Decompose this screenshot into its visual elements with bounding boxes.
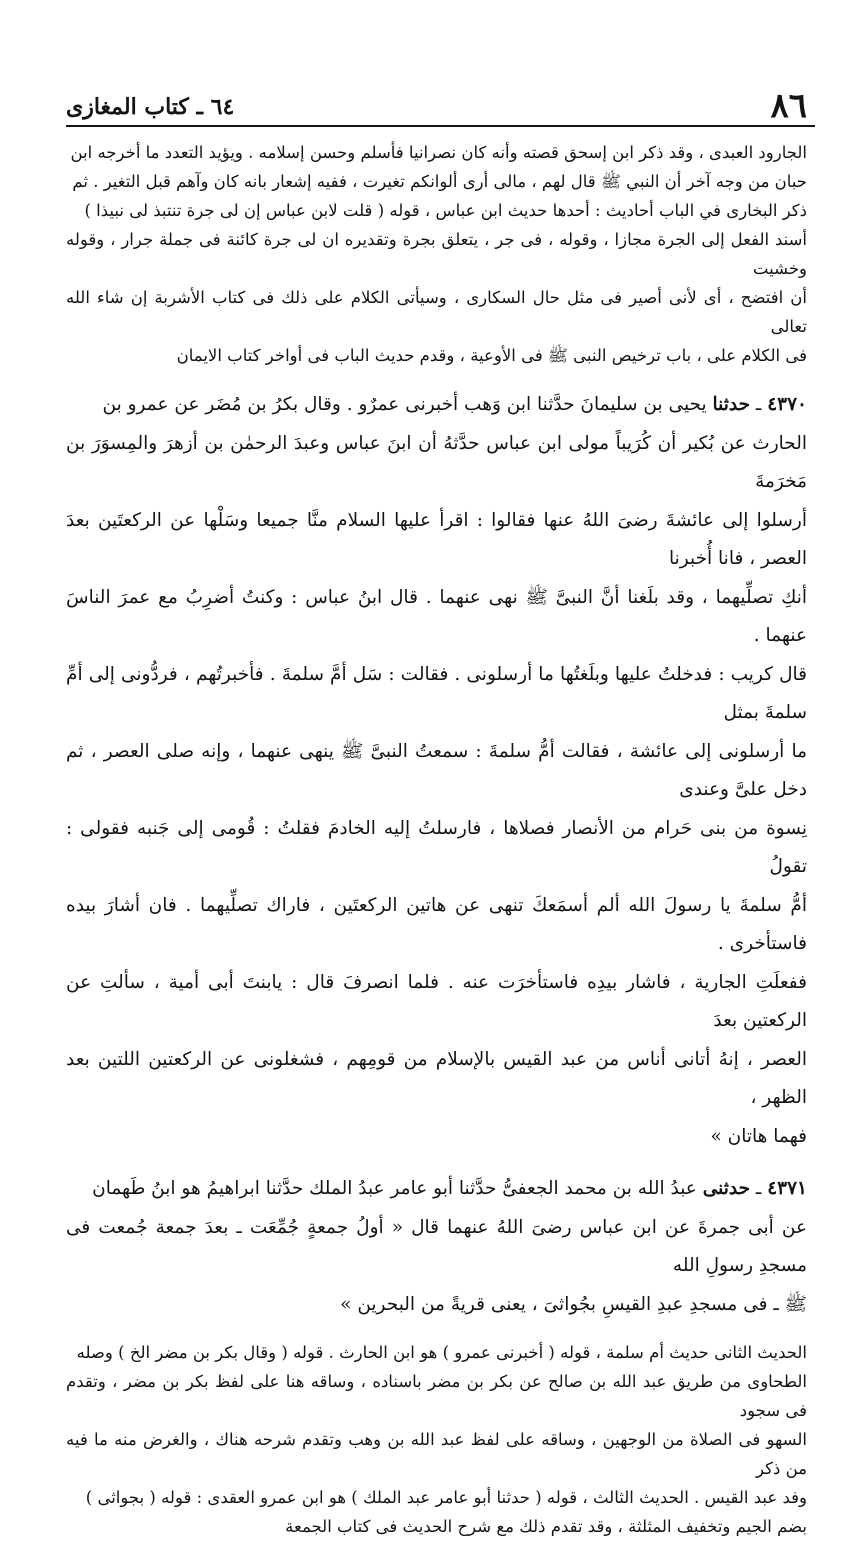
text-line: وفد عبد القيس . الحديث الثالث ، قوله ( حدثنا أبو عامر عبد الملك ) هو ابن عمرو العقدى : قوله ( بجواثى ) (85, 1488, 807, 1507)
running-title: ٦٤ ـ كتاب المغازى (66, 94, 235, 120)
page-header (66, 86, 807, 126)
text-line: بضم الجيم وتخفيف المثلثة ، وقد تقدم ذلك مع شرح الحديث فى كتاب الجمعة (285, 1517, 807, 1536)
hadith-number: ٤٣٧٠ (767, 394, 807, 415)
text-line: ﷺ ـ فى مسجدِ عبدِ القيسِ بجُواثىَ ، يعنى قريةً من البحرين » (340, 1293, 807, 1315)
text-line: أن افتضح ، أى لأنى أصير فى مثل حال السكارى ، وسيأتى الكلام على ذلك فى كتاب الأشربة إن شاء الله تعالى (66, 288, 807, 336)
text-line: نِسوة من بنى حَرام من الأنصار فصلاها ، فارسلتُ إليه الخادمَ فقلتُ : قُومى إلى جَنبه فقولى : تقولُ (66, 817, 807, 877)
page-number: ٨٦ (770, 86, 807, 126)
hadith-lead-word: حدثنا (712, 394, 751, 415)
text-line: أمُّ سلمةَ يا رسولَ الله ألم أسمَعكَ تنهى عن هاتين الركعتَين ، فاراك تصلِّيهما . فان أشارَ بيده فاستأخرى . (66, 894, 807, 954)
header-rule (66, 125, 815, 127)
text-line: أسند الفعل إلى الجرة مجازا ، وقوله ، فى جر ، يتعلق بجرة وتقديره ان لى جرة كائنة فى جملة جرار ، وقوله وخشيت (66, 230, 807, 278)
text-line: الحديث الثانى حديث أم سلمة ، قوله ( أخبرنى عمرو ) هو ابن الحارث . قوله ( وقال بكر بن مضر الخ ) وصله (76, 1343, 807, 1362)
page-body (66, 138, 807, 1541)
commentary-top (66, 138, 807, 370)
hadith-text: يحيى بن سليمانَ حدَّثنا ابن وَهب أخبرنى عمرٌو . وقال بكرُ بن مُضَر عن عمرو بن (102, 394, 707, 415)
text-line: أرسلوا إلى عائشةَ رضىَ اللهُ عنها فقالوا : اقرأ عليها السلام منَّا جميعا وسَلْها عن الركعتَين بعدَ العصر ، فانا أُخبرنا (66, 509, 807, 569)
text-line: فى الكلام على ، باب ترخيص النبى ﷺ فى الأوعية ، وقدم حديث الباب فى أواخر كتاب الايمان (176, 346, 807, 365)
commentary-bottom (66, 1338, 807, 1541)
hadith-lead-word: حدثنى (702, 1178, 751, 1199)
text-line: عن أبى جمرةَ عن ابن عباس رضىَ اللهُ عنهما قال « أولُ جمعةٍ جُمِّعَت ـ بعدَ جمعة جُمعت فى مسجدِ رسولِ الله (66, 1216, 807, 1276)
text-line: ففعلَتِ الجارية ، فاشار بيدِه فاستأخرَت عنه . فلما انصرفَ قال : يابنتَ أبى أمية ، سألتِ عن الركعتين بعدَ (66, 971, 807, 1031)
text-line: ٤٣٧١ ـ حدثنى عبدُ الله بن محمد الجعفىُّ حدَّثنا أبو عامر عبدُ الملك حدَّثنا ابراهيمُ هو ابنُ طَهمان (92, 1178, 807, 1199)
text-line: ٤٣٧٠ ـ حدثنا يحيى بن سليمانَ حدَّثنا ابن وَهب أخبرنى عمرٌو . وقال بكرُ بن مُضَر عن عمرو بن (102, 394, 807, 415)
text-line: حبان من وجه آخر أن النبي ﷺ قال لهم ، مالى أرى ألوانكم تغيرت ، ففيه إشعار بانه كان وآهم قبل التغير . ثم (72, 172, 807, 191)
text-line: ما أرسلونى إلى عائشة ، فقالت أمُّ سلمةَ : سمعتُ النبىَّ ﷺ ينهى عنهما ، وإنه صلى العصر ، ثم دخل علىَّ وعندى (66, 740, 807, 800)
hadith-4370 (66, 386, 807, 1156)
text-line: أنكِ تصلِّيهما ، وقد بلَغنا أنَّ النبىَّ ﷺ نهى عنهما . قال ابنُ عباس : وكنتُ أضرِبُ مع عمرَ الناسَ عنهما . (66, 586, 807, 646)
text-line: السهو فى الصلاة من الوجهين ، وساقه على لفظ عبد الله بن وهب وتقدم شرحه هناك ، والغرض منه ما فيه من ذكر (66, 1430, 807, 1478)
hadith-4371 (66, 1170, 807, 1324)
text-line: قال كريب : فدخلتُ عليها وبلَغتُها ما أرسلونى . فقالت : سَل أمَّ سلمةَ . فأخبرتُهم ، فردُّونى إلى أمِّ سلمةَ بمثل (66, 663, 807, 723)
text-line: ذكر البخارى في الباب أحاديث : أحدها حديث ابن عباس ، قوله ( قلت لابن عباس إن لى جرة تنتبذ لى نبيذا ) (84, 201, 807, 220)
hadith-number: ٤٣٧١ (767, 1178, 807, 1199)
text-line: الطحاوى من طريق عبد الله بن صالح عن بكر بن مضر باسناده ، وساقه هنا على لفظ بكر بن مضر ، وتقدم فى سجود (66, 1372, 807, 1420)
hadith-text: عبدُ الله بن محمد الجعفىُّ حدَّثنا أبو عامر عبدُ الملك حدَّثنا ابراهيمُ هو ابنُ طَهمان (92, 1178, 697, 1199)
text-line: العصر ، إنهُ أتانى أناس من عبد القيس بالإسلام من قومِهم ، فشغلونى عن الركعتين اللتين بعد الظهر ، (66, 1048, 807, 1108)
text-line: فهما هاتان » (710, 1125, 807, 1147)
text-line: الحارث عن بُكير أن كُرَيباً مولى ابن عباس حدَّثهُ أن ابنَ عباس وعبدَ الرحمٰن بن أزهرَ والمِسوَرَ بن مَخرَمةَ (66, 432, 807, 492)
text-line: الجارود العبدى ، وقد ذكر ابن إسحق قصته وأنه كان نصرانيا فأسلم وحسن إسلامه . ويؤيد التعدد ما أخرجه ابن (70, 143, 807, 162)
